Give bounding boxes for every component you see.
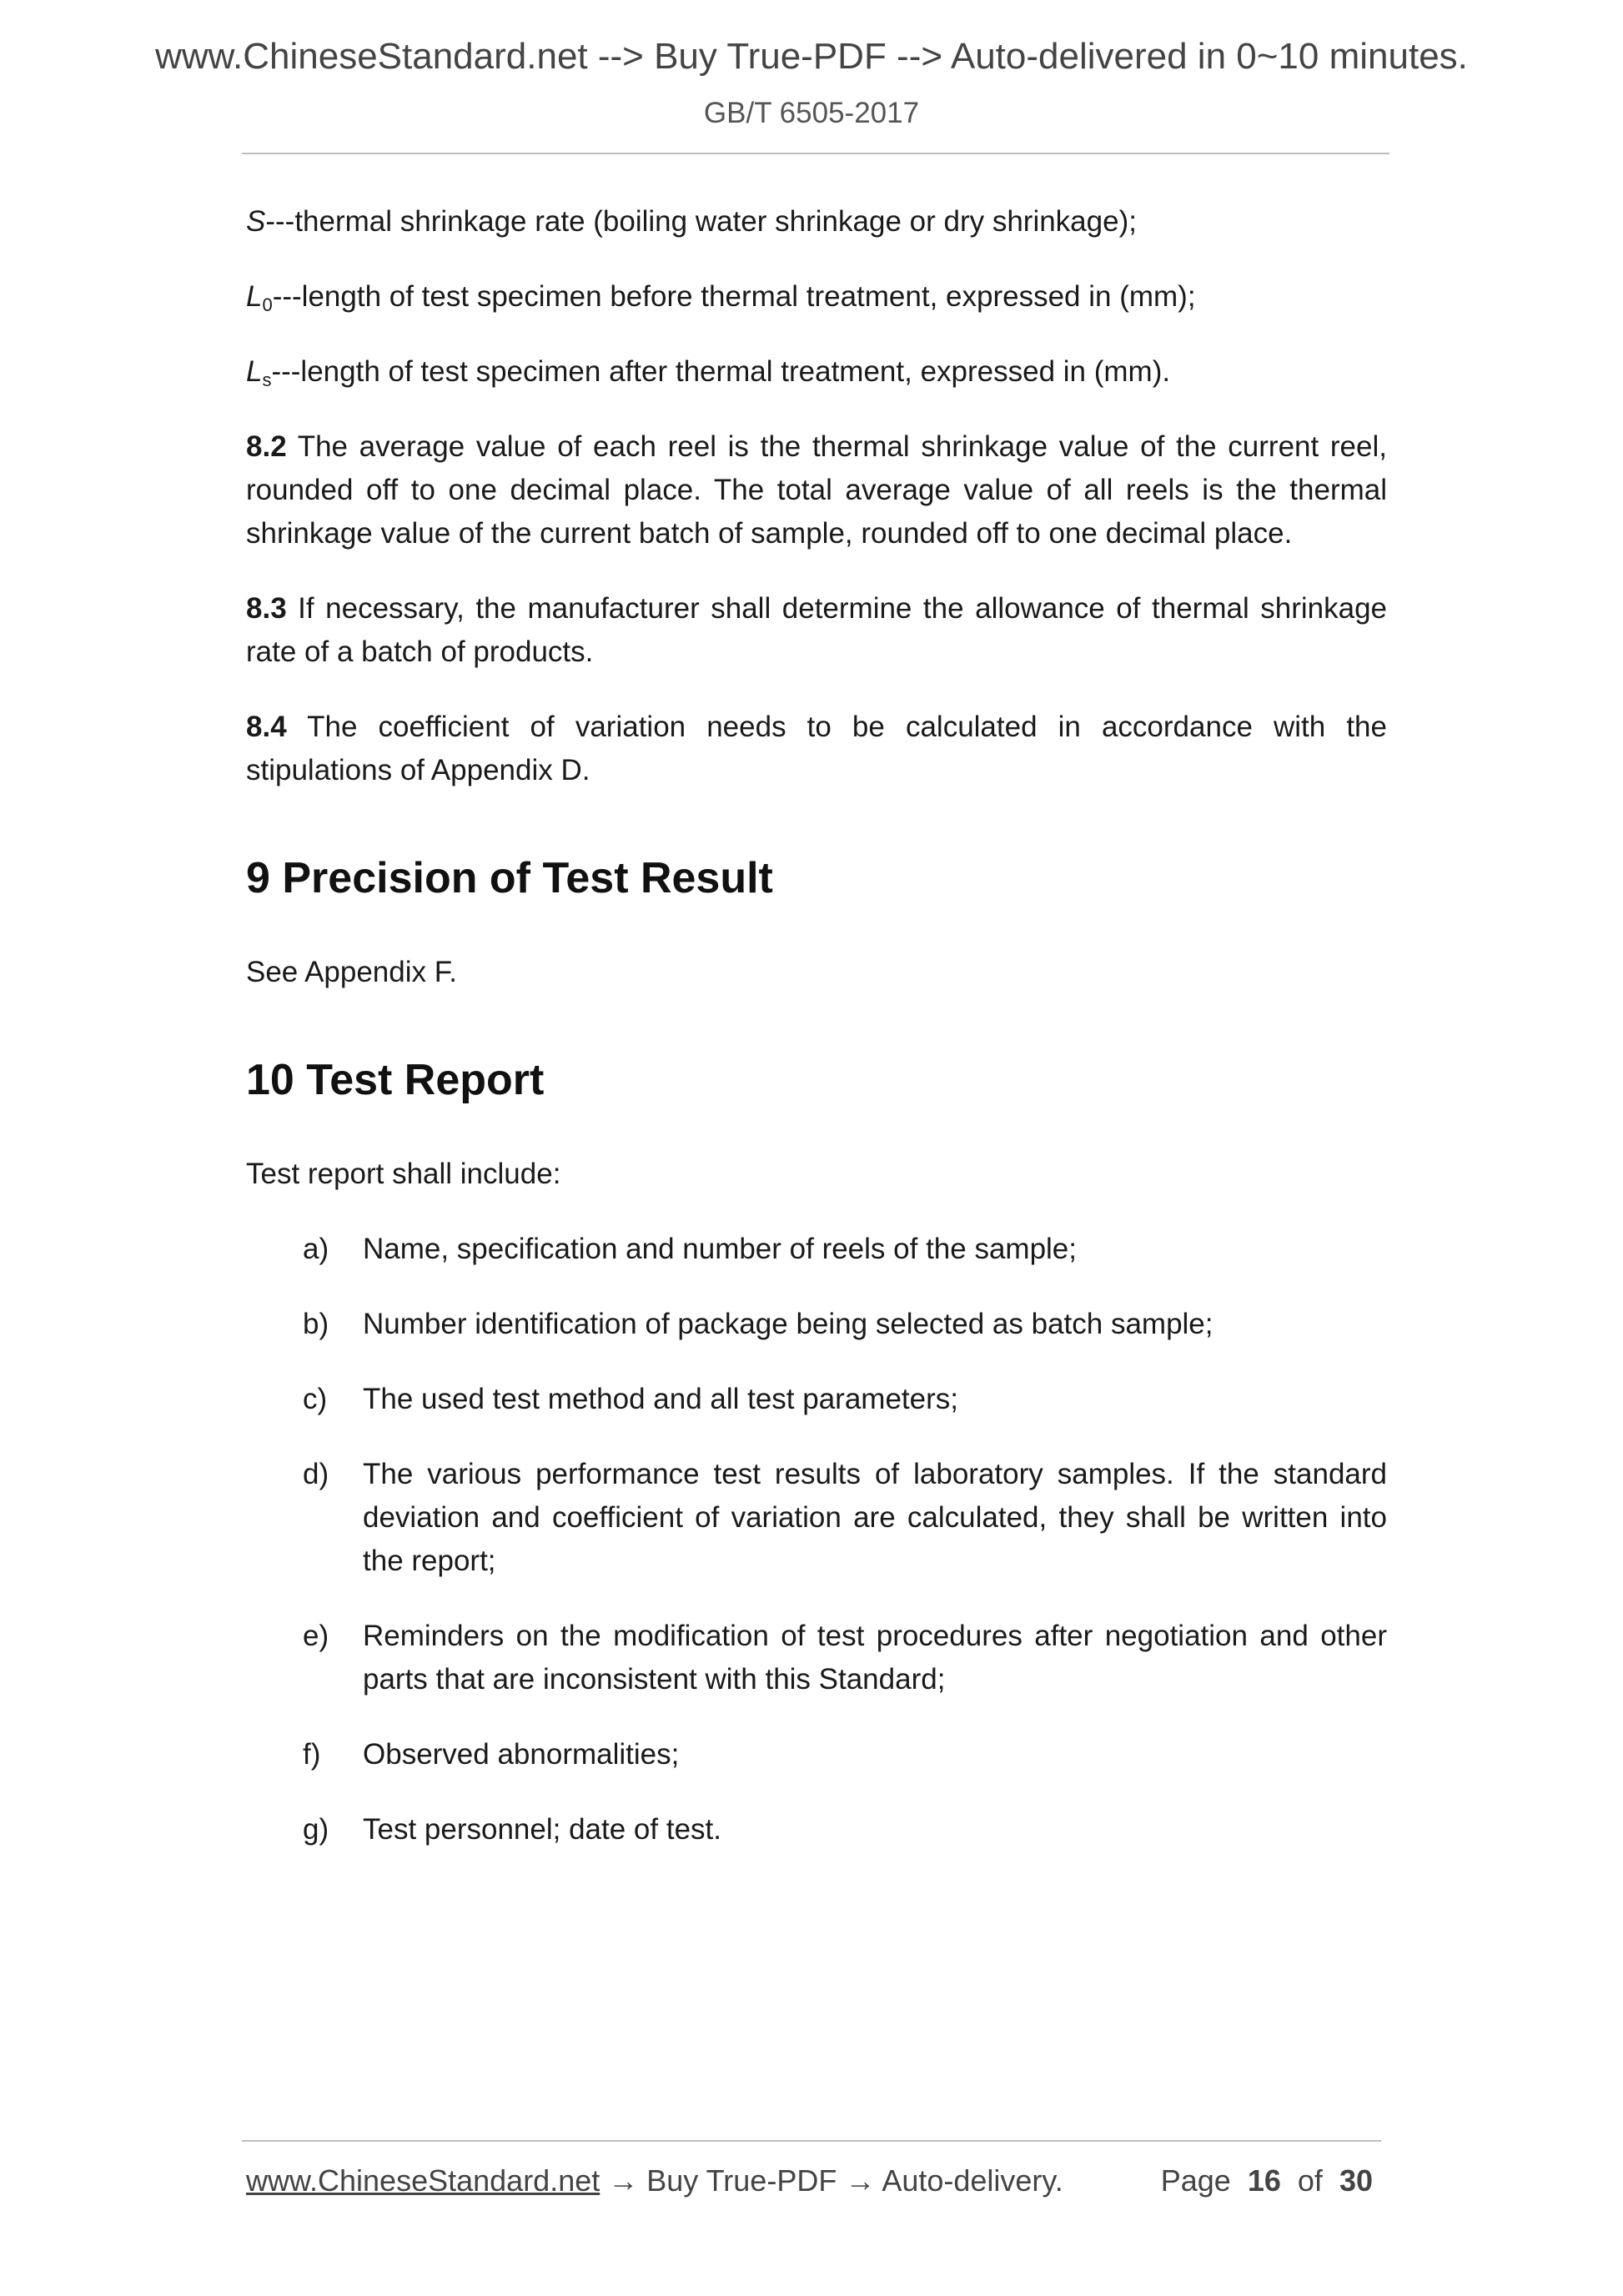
page-total: 30 xyxy=(1339,2163,1373,2198)
list-marker: b) xyxy=(303,1308,329,1340)
list-item-text: Name, specification and number of reels of the sample; xyxy=(363,1233,1077,1265)
header-banner: www.ChineseStandard.net --> Buy True-PDF --> Auto-delivered in 0~10 minutes. xyxy=(155,36,1468,77)
list-item xyxy=(246,1615,1387,1701)
footer-link[interactable]: www.ChineseStandard.net xyxy=(246,2163,600,2198)
list-item xyxy=(246,1733,1387,1776)
clause-text: The coefficient of variation needs to be calculated in accordance with the stipulations of Appendix D. xyxy=(246,711,1387,786)
definition-l0 xyxy=(246,275,1387,319)
list-item xyxy=(246,1453,1387,1583)
clause-text: If necessary, the manufacturer shall determine the allowance of thermal shrinkage rate of a batch of products. xyxy=(246,592,1387,668)
clause-text: The average value of each reel is the thermal shrinkage value of the current reel, rounded off to one decimal place. The total average value of all reels is the thermal shrinkage value of the current batch of sample, rounded off to one decimal place. xyxy=(246,430,1387,550)
footer-left xyxy=(246,2162,1063,2200)
clause-8-2 xyxy=(246,425,1387,555)
definition-s xyxy=(246,200,1387,244)
list-item-text: Reminders on the modification of test procedures after negotiation and other parts that are inconsistent with this Standard; xyxy=(363,1620,1387,1696)
definition-text: ---thermal shrinkage rate (boiling water shrinkage or dry shrinkage); xyxy=(265,205,1137,238)
clause-8-3 xyxy=(246,587,1387,674)
list-item-text: Observed abnormalities; xyxy=(363,1738,680,1771)
footer-divider xyxy=(242,2140,1381,2142)
page-indicator xyxy=(1161,2162,1373,2200)
symbol: L xyxy=(246,355,263,388)
list-item-text: Test personnel; date of test. xyxy=(363,1813,721,1846)
clause-number: 8.3 xyxy=(246,592,287,625)
section-10-heading: 10 Test Report xyxy=(246,1056,545,1104)
section-9-heading: 9 Precision of Test Result xyxy=(246,854,773,902)
list-item-text: Number identification of package being selected as batch sample; xyxy=(363,1308,1213,1340)
definition-text: ---length of test specimen before thermal treatment, expressed in (mm); xyxy=(272,280,1196,313)
report-items-list xyxy=(246,1228,1387,1851)
symbol-subscript: s xyxy=(262,369,272,390)
list-item-text: The various performance test results of laboratory samples. If the standard deviation and coefficient of variation are calculated, they shall be written into the report; xyxy=(363,1458,1387,1577)
section-10-intro: Test report shall include: xyxy=(246,1158,561,1190)
definition-text: ---length of test specimen after thermal treatment, expressed in (mm). xyxy=(271,355,1171,388)
page-content xyxy=(246,200,1387,1883)
header-divider xyxy=(242,153,1389,154)
list-marker: f) xyxy=(303,1738,321,1771)
list-item xyxy=(246,1303,1387,1346)
list-marker: e) xyxy=(303,1620,329,1652)
of-label: of xyxy=(1297,2163,1323,2198)
page-current: 16 xyxy=(1247,2163,1281,2198)
page-label: Page xyxy=(1160,2163,1231,2198)
definition-ls xyxy=(246,350,1387,394)
list-item-text: The used test method and all test parameters; xyxy=(363,1383,958,1415)
list-marker: d) xyxy=(303,1458,329,1490)
list-item xyxy=(246,1378,1387,1421)
symbol: L xyxy=(246,280,263,313)
symbol: S xyxy=(246,205,266,238)
symbol-subscript: 0 xyxy=(262,294,273,315)
list-marker: g) xyxy=(303,1813,329,1846)
list-marker: c) xyxy=(303,1383,328,1415)
section-9-body: See Appendix F. xyxy=(246,956,457,988)
list-marker: a) xyxy=(303,1233,329,1265)
footer-tail: → Buy True-PDF → Auto-delivery. xyxy=(600,2163,1063,2198)
list-item xyxy=(246,1228,1387,1271)
clause-number: 8.4 xyxy=(246,711,287,743)
standard-code: GB/T 6505-2017 xyxy=(703,97,920,129)
clause-number: 8.2 xyxy=(246,430,287,463)
list-item xyxy=(246,1808,1387,1851)
clause-8-4 xyxy=(246,706,1387,792)
